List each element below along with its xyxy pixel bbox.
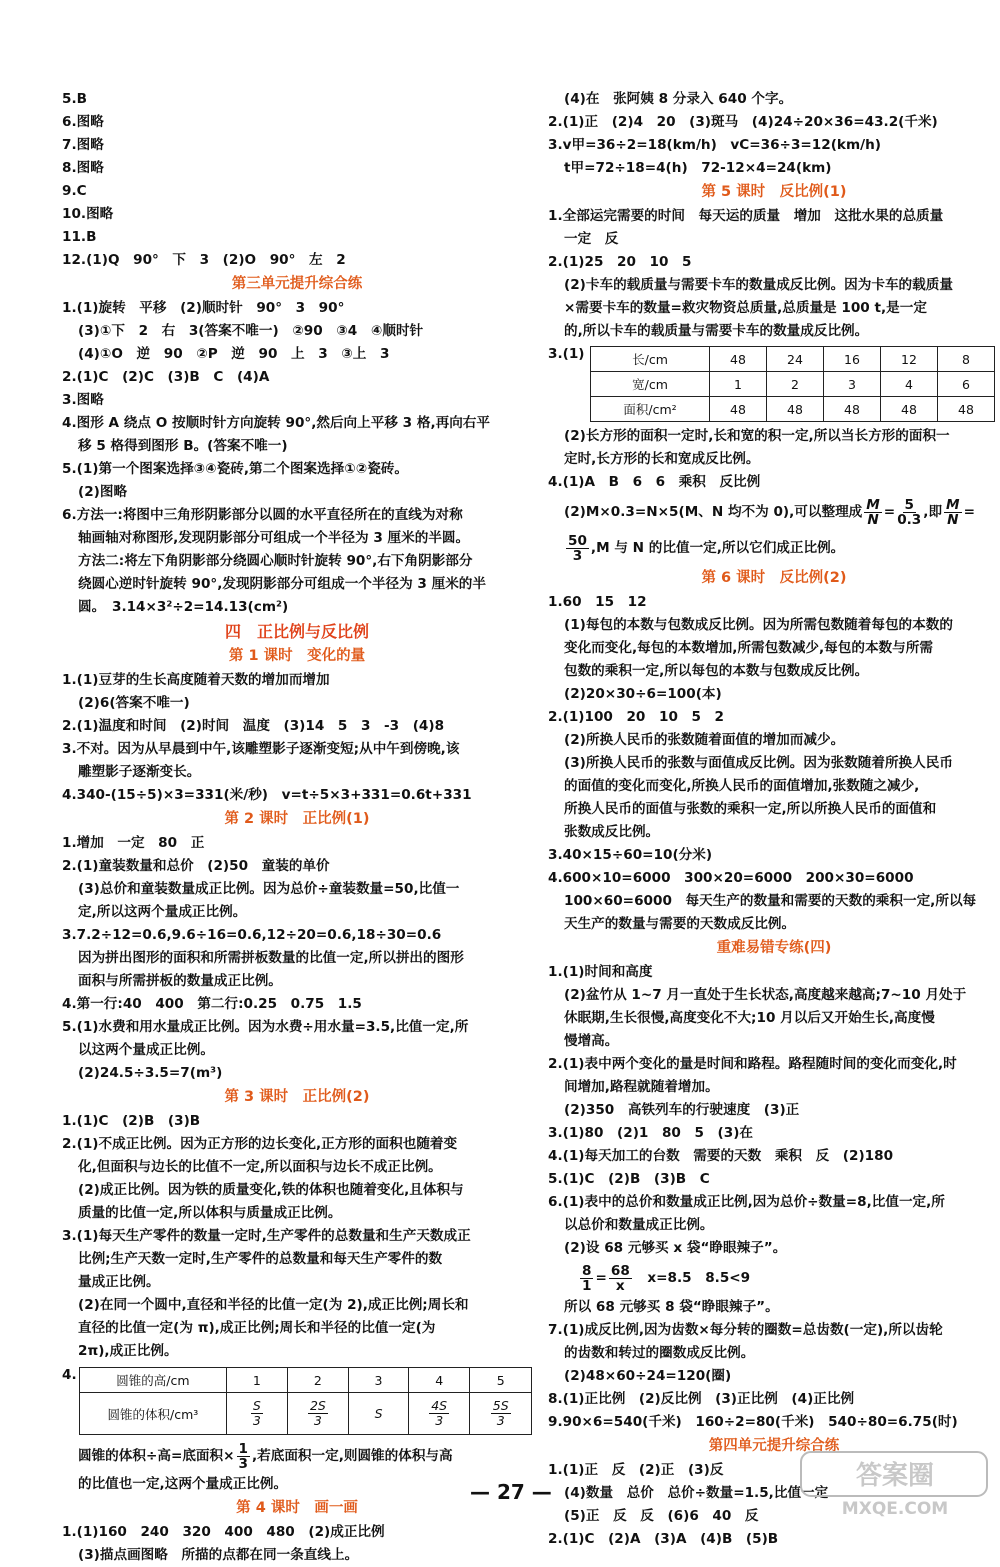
answer-line: 1.(1)正 反 (2)正 (3)反	[548, 1462, 724, 1478]
frac-num: 50	[568, 532, 587, 549]
answer-line: 4.340-(15÷5)×3=331(米/秒) v=t÷5×3+331=0.6t+331	[62, 787, 472, 803]
frac-num: 2S	[309, 1398, 326, 1413]
frac-den: 3	[496, 1413, 505, 1428]
answer-line: 包数的乘积一定,所以每包的本数与包数成反比例。	[564, 663, 869, 679]
answer-line: (2)6(答案不唯一)	[78, 695, 190, 711]
frac-num: 4S	[431, 1398, 448, 1413]
answers-lesson2	[62, 832, 532, 1085]
answer-line: (3)①下 2 右 3(答案不唯一) ②90 ③4 ④顺时针	[78, 323, 424, 339]
answer-line: 2.(1)正 (2)4 20 (3)斑马 (4)24÷20×36=43.2(千米)	[548, 114, 938, 130]
unit-title: 四 正比例与反比例	[224, 622, 369, 641]
answer-line: 5.B	[62, 91, 87, 107]
frac-num: M	[946, 496, 960, 513]
answer-line: 5.(1)C (2)B (3)B C	[548, 1171, 710, 1187]
text: 圆锥的体积÷高=底面积×	[78, 1448, 235, 1464]
left-column	[62, 88, 532, 1567]
table-cell: 24	[767, 347, 824, 372]
frac-den: 0.3	[897, 511, 922, 528]
frac-den: N	[867, 511, 879, 528]
answer-line: (2)图略	[78, 484, 128, 500]
answer-line: 7.图略	[62, 137, 104, 153]
answer-line: 11.B	[62, 229, 97, 245]
answer-line: 定,所以这两个量成正比例。	[78, 904, 247, 920]
frac-num: 1	[238, 1440, 248, 1457]
answer-line: 1.60 15 12	[548, 594, 647, 610]
frac-den: 3	[238, 1455, 248, 1472]
answer-line: 所换人民币的面值与张数的乘积一定,所以所换人民币的面值和	[564, 801, 937, 817]
table-cell: 4	[881, 372, 938, 397]
table-head: 面积/cm²	[591, 397, 710, 422]
table-head: 长/cm	[591, 347, 710, 372]
text: (2)M×0.3=N×5(M、N 均不为 0),可以整理成	[564, 504, 863, 520]
text: ,即	[923, 504, 943, 520]
answer-line: (2)48×60÷24=120(圈)	[564, 1368, 732, 1384]
frac-num: 68	[610, 1262, 630, 1279]
frac-num: S	[252, 1398, 261, 1413]
cone-table-block	[62, 1367, 532, 1435]
answer-line: 因为拼出图形的面积和所需拼板数量的比值一定,所以拼出的图形	[78, 950, 464, 966]
answer-line: 4.(1)每天加工的台数 需要的天数 乘积 反 (2)180	[548, 1148, 894, 1164]
answers-review	[548, 961, 1000, 1260]
answer-line: 方法二:将左下角阴影部分绕圆心顺时针旋转 90°,右下角阴影部分	[78, 553, 473, 569]
answer-line: 的面值的变化而变化,所换人民币的面值增加,张数随之减少,	[564, 778, 920, 794]
answer-line: (2)盆竹从 1~7 月一直处于生长状态,高度越来越高;7~10 月处于	[564, 987, 967, 1003]
answer-line: 2.(1)C (2)A (3)A (4)B (5)B	[548, 1531, 779, 1547]
answer-line	[548, 530, 1000, 566]
table-cell	[408, 1393, 470, 1435]
answer-line: 3.40×15÷60=10(分米)	[548, 847, 713, 863]
answer-line: 1.增加 一定 80 正	[62, 835, 205, 851]
answer-line: 2.(1)100 20 10 5 2	[548, 709, 725, 725]
answers-lesson1	[62, 669, 532, 807]
answer-line: 3.不对。因为从早晨到中午,该雕塑影子逐渐变短;从中午到傍晚,该	[62, 741, 460, 757]
answers-lesson5b	[548, 425, 1000, 494]
answers-lesson5	[548, 205, 1000, 343]
answer-line: (3)描点画图略 所描的点都在同一条直线上。	[78, 1547, 359, 1563]
answer-line: (2)卡车的载质量与需要卡车的数量成反比例。因为卡车的载质量	[564, 277, 953, 293]
table-cell: 12	[881, 347, 938, 372]
answer-line: (4)在 张阿姨 8 分录入 640 个字。	[564, 91, 793, 107]
answer-line: 量成正比例。	[78, 1274, 160, 1290]
answer-line: 1.(1)豆芽的生长高度随着天数的增加而增加	[62, 672, 330, 688]
table-cell: 4	[408, 1368, 470, 1393]
answer-line: (1)每包的本数与包数成反比例。因为所需包数随着每包的本数的	[564, 617, 953, 633]
answer-line: 1.全部运完需要的时间 每天运的质量 增加 这批水果的总质量	[548, 208, 944, 224]
table-cell: 48	[824, 397, 881, 422]
lesson-title: 第 4 课时 画一画	[236, 1500, 358, 1516]
answers-pre	[62, 88, 532, 272]
answer-line: (5)正 反 反 (6)6 40 反	[564, 1508, 759, 1524]
section-title: 第三单元提升综合练	[231, 276, 363, 292]
answers-pre	[548, 88, 1000, 180]
answer-line: 12.(1)Q 90° 下 3 (2)O 90° 左 2	[62, 252, 346, 268]
table-cell: 3	[349, 1368, 409, 1393]
answer-line: 3.(1)每天生产零件的数量一定时,生产零件的总数量和生产天数成正	[62, 1228, 471, 1244]
table-cell: 6	[938, 372, 995, 397]
answer-line: 1.(1)旋转 平移 (2)顺时针 90° 3 90°	[62, 300, 345, 316]
table-cell: 3	[824, 372, 881, 397]
lesson-title: 第 1 课时 变化的量	[228, 648, 366, 664]
answer-line: (2)长方形的面积一定时,长和宽的积一定,所以当长方形的面积一	[564, 428, 950, 444]
answer-line: 绕圆心逆时针旋转 90°,发现阴影部分可组成一个半径为 3 厘米的半	[78, 576, 486, 592]
answers-review-2	[548, 1296, 1000, 1434]
answer-line: (2)M×0.3=N×5(M、N 均不为 0),可以整理成 $\frac{M}{N}$ = $\frac{5}{0.3}$ ,即 $\frac{M}{N}$ =	[564, 496, 975, 528]
answer-line: 2.(1)不成正比例。因为正方形的边长变化,正方形的面积也随着变	[62, 1136, 458, 1152]
cell-value: S	[374, 1406, 383, 1421]
answer-line: 比例;生产天数一定时,生产零件的总数量和每天生产零件的数	[78, 1251, 443, 1267]
answer-line: 一定 反	[564, 231, 619, 247]
table-head: 圆锥的体积/cm³	[79, 1393, 226, 1435]
answer-line: (2)成正比例。因为铁的质量变化,铁的体积也随着变化,且体积与	[78, 1182, 464, 1198]
answer-line: 4.图形 A 绕点 O 按顺时针方向旋转 90°,然后向上平移 3 格,再向右平	[62, 415, 490, 431]
table-cell	[349, 1393, 409, 1435]
answer-line: 7.(1)成反比例,因为齿数×每分转的圈数=总齿数(一定),所以齿轮	[548, 1322, 943, 1338]
frac-num: 8	[582, 1262, 592, 1279]
answer-line: 2.(1)童装数量和总价 (2)50 童装的单价	[62, 858, 330, 874]
lesson-title: 第 2 课时 正比例(1)	[224, 811, 370, 827]
answer-line: 9.90×6=540(千米) 160÷2=80(千米) 540÷80=6.75(时)	[548, 1414, 958, 1430]
answer-line: 5.(1)水费和用水量成正比例。因为水费÷用水量=3.5,比值一定,所	[62, 1019, 469, 1035]
answer-line: 3.图略	[62, 392, 104, 408]
answer-line: 4.第一行:40 400 第二行:0.25 0.75 1.5	[62, 996, 362, 1012]
answer-line: 8.(1)正比例 (2)反比例 (3)正比例 (4)正比例	[548, 1391, 855, 1407]
answer-line: 的,所以卡车的载质量与需要卡车的数量成反比例。	[564, 323, 869, 339]
answer-line: 1.(1)C (2)B (3)B	[62, 1113, 201, 1129]
answers-unit3	[62, 297, 532, 619]
table-cell: 5	[470, 1368, 532, 1393]
answer-line: 2π),成正比例。	[78, 1343, 178, 1359]
answer-line: 4.600×10=6000 300×20=6000 200×30=6000	[548, 870, 914, 886]
table-head: 宽/cm	[591, 372, 710, 397]
answer-line: 面积与所需拼板的数量成正比例。	[78, 973, 282, 989]
table-cell: 2	[767, 372, 824, 397]
lesson-title: 第 5 课时 反比例(1)	[701, 184, 847, 200]
answer-line: 2.(1)C (2)C (3)B C (4)A	[62, 369, 270, 385]
answer-line: 5.(1)第一个图案选择③④瓷砖,第二个图案选择①②瓷砖。	[62, 461, 408, 477]
answer-line: 2.(1)温度和时间 (2)时间 温度 (3)14 5 3 -3 (4)8	[62, 718, 445, 734]
text: =	[883, 504, 896, 520]
answer-line: 质量的比值一定,所以体积与质量成正比例。	[78, 1205, 342, 1221]
text: ,若底面积一定,则圆锥的体积与高	[251, 1448, 453, 1464]
table-cell: 48	[710, 347, 767, 372]
answer-line: 的比值也一定,这两个量成正比例。	[78, 1476, 288, 1492]
watermark-bottom: MXQE.COM	[841, 1499, 949, 1519]
answer-line: (2)350 高铁列车的行驶速度 (3)正	[564, 1102, 800, 1118]
table-cell: 48	[938, 397, 995, 422]
question-number: 4.	[62, 1367, 77, 1383]
table-cell: 1	[226, 1368, 287, 1393]
answer-line: 定时,长方形的长和宽成反比例。	[564, 451, 760, 467]
answer-line: (4)①O 逆 90 ②P 逆 90 上 3 ③上 3	[78, 346, 390, 362]
answer-line: 天生产的数量与需要的天数成反比例。	[564, 916, 796, 932]
text: ,M 与 N 的比值一定,所以它们成正比例。	[590, 540, 845, 556]
answer-line: 休眠期,生长很慢,高度变化不大;10 月以后又开始生长,高度慢	[564, 1010, 935, 1026]
answer-line: 雕塑影子逐渐变长。	[78, 764, 201, 780]
rect-table	[590, 346, 995, 422]
answer-line: 3.7.2÷12=0.6,9.6÷16=0.6,12÷20=0.6,18÷30=0.6	[62, 927, 442, 943]
right-column	[548, 88, 1000, 1551]
answer-line: 6.图略	[62, 114, 104, 130]
answer-line: 的齿数和转过的圈数成反比例。	[564, 1345, 755, 1361]
answer-line: t甲=72÷18=4(h) 72-12×4=24(km)	[564, 160, 832, 176]
answer-line: (2)在同一个圆中,直径和半径的比值一定(为 2),成正比例;周长和	[78, 1297, 469, 1313]
answer-line: 1.(1)160 240 320 400 480 (2)成正比例	[62, 1524, 385, 1540]
answer-line: 移 5 格得到图形 B。(答案不唯一)	[78, 438, 288, 454]
answer-line: 9.C	[62, 183, 87, 199]
answer-line: 100×60=6000 每天生产的数量和需要的天数的乘积一定,所以每	[564, 893, 977, 909]
answer-line: 间增加,路程就随着增加。	[564, 1079, 719, 1095]
answer-line: (2)所换人民币的张数随着面值的增加而减少。	[564, 732, 845, 748]
frac-den: 3	[252, 1413, 261, 1428]
answer-line: (3)总价和童装数量成正比例。因为总价÷童装数量=50,比值一	[78, 881, 460, 897]
table-cell: 1	[710, 372, 767, 397]
answer-line: 以这两个量成正比例。	[78, 1042, 214, 1058]
answers-lesson3	[62, 1110, 532, 1363]
frac-den: N	[947, 511, 959, 528]
table-cell	[226, 1393, 287, 1435]
answer-line: 张数成反比例。	[564, 824, 660, 840]
frac-num: 5	[904, 496, 914, 513]
equation-line: $\frac{8}{1}$ = $\frac{68}{x}$ x=8.5 8.5<9	[582, 1262, 751, 1294]
table-cell: 16	[824, 347, 881, 372]
answers-lesson6	[548, 591, 1000, 936]
table-cell	[287, 1393, 349, 1435]
answer-line: (2)设 68 元够买 x 袋“睁眼辣子”。	[564, 1240, 787, 1256]
table-cell: 48	[767, 397, 824, 422]
table-cell: 48	[881, 397, 938, 422]
answer-line: (2)20×30÷6=100(本)	[564, 686, 722, 702]
answer-line: 8.图略	[62, 160, 104, 176]
section-title: 重难易错专练(四)	[716, 940, 832, 956]
answer-line: 10.图略	[62, 206, 114, 222]
watermark-logo	[800, 1450, 990, 1520]
answer-line: 以总价和数量成正比例。	[564, 1217, 714, 1233]
frac-den: x	[615, 1277, 625, 1294]
answer-line: 慢增高。	[564, 1033, 619, 1049]
answer-line: 化,但面积与边长的比值不一定,所以面积与边长不成正比例。	[78, 1159, 442, 1175]
answer-line: 4.(1)A B 6 6 乘积 反比例	[548, 474, 761, 490]
answer-line: 变化而变化,每包的本数增加,所需包数减少,每包的本数与所需	[564, 640, 933, 656]
frac-num: 5S	[492, 1398, 509, 1413]
answer-line: 所以 68 元够买 8 袋“睁眼辣子”。	[564, 1299, 779, 1315]
answer-line: 3.v甲=36÷2=18(km/h) vC=36÷3=12(km/h)	[548, 137, 881, 153]
answer-line: (3)所换人民币的张数与面值成反比例。因为张数随着所换人民币	[564, 755, 953, 771]
text: x=8.5 8.5<9	[647, 1270, 751, 1286]
answer-line: 3.(1)80 (2)1 80 5 (3)在	[548, 1125, 753, 1141]
page-number: — 27 —	[470, 1480, 552, 1504]
answer-line: (4)数量 总价 总价÷数量=1.5,比值一定	[564, 1485, 829, 1501]
cone-table	[79, 1367, 532, 1435]
answer-line: 6.方法一:将图中三角形阴影部分以圆的水平直径所在的直线为对称	[62, 507, 463, 523]
table-cell	[470, 1393, 532, 1435]
answer-line: (2)24.5÷3.5=7(m³)	[78, 1065, 223, 1081]
answer-line: 2.(1)25 20 10 5	[548, 254, 692, 270]
table-cell: 48	[710, 397, 767, 422]
section-title: 第四单元提升综合练	[708, 1438, 840, 1454]
watermark-top: 答案圈	[855, 1461, 935, 1491]
answer-line: 直径的比值一定(为 π),成正比例;周长和半径的比值一定(为	[78, 1320, 436, 1336]
table-cell: 2	[287, 1368, 349, 1393]
frac-den: 3	[572, 547, 583, 564]
lesson-title: 第 6 课时 反比例(2)	[701, 570, 847, 586]
frac-den: 1	[582, 1277, 592, 1294]
answer-line: ×需要卡车的数量=救灾物资总质量,总质量是 100 t,是一定	[564, 300, 927, 316]
table-head: 圆锥的高/cm	[79, 1368, 226, 1393]
lesson-title: 第 3 课时 正比例(2)	[224, 1089, 370, 1105]
rect-table-block	[548, 346, 1000, 422]
frac-num: M	[866, 496, 880, 513]
answer-line: 1.(1)时间和高度	[548, 964, 653, 980]
frac-den: 3	[435, 1413, 444, 1428]
frac-den: 3	[313, 1413, 322, 1428]
answer-line: 圆。 3.14×3²÷2=14.13(cm²)	[78, 599, 289, 615]
question-number: 3.(1)	[548, 346, 585, 362]
answer-line: 2.(1)表中两个变化的量是时间和路程。路程随时间的变化而变化,时	[548, 1056, 957, 1072]
answer-line	[62, 1439, 532, 1473]
answers-lesson4	[62, 1521, 532, 1567]
table-cell: 8	[938, 347, 995, 372]
answer-line: 6.(1)表中的总价和数量成正比例,因为总价÷数量=8,比值一定,所	[548, 1194, 945, 1210]
answer-line: 轴画轴对称图形,发现阴影部分可组成一个半径为 3 厘米的半圆。	[78, 530, 470, 546]
